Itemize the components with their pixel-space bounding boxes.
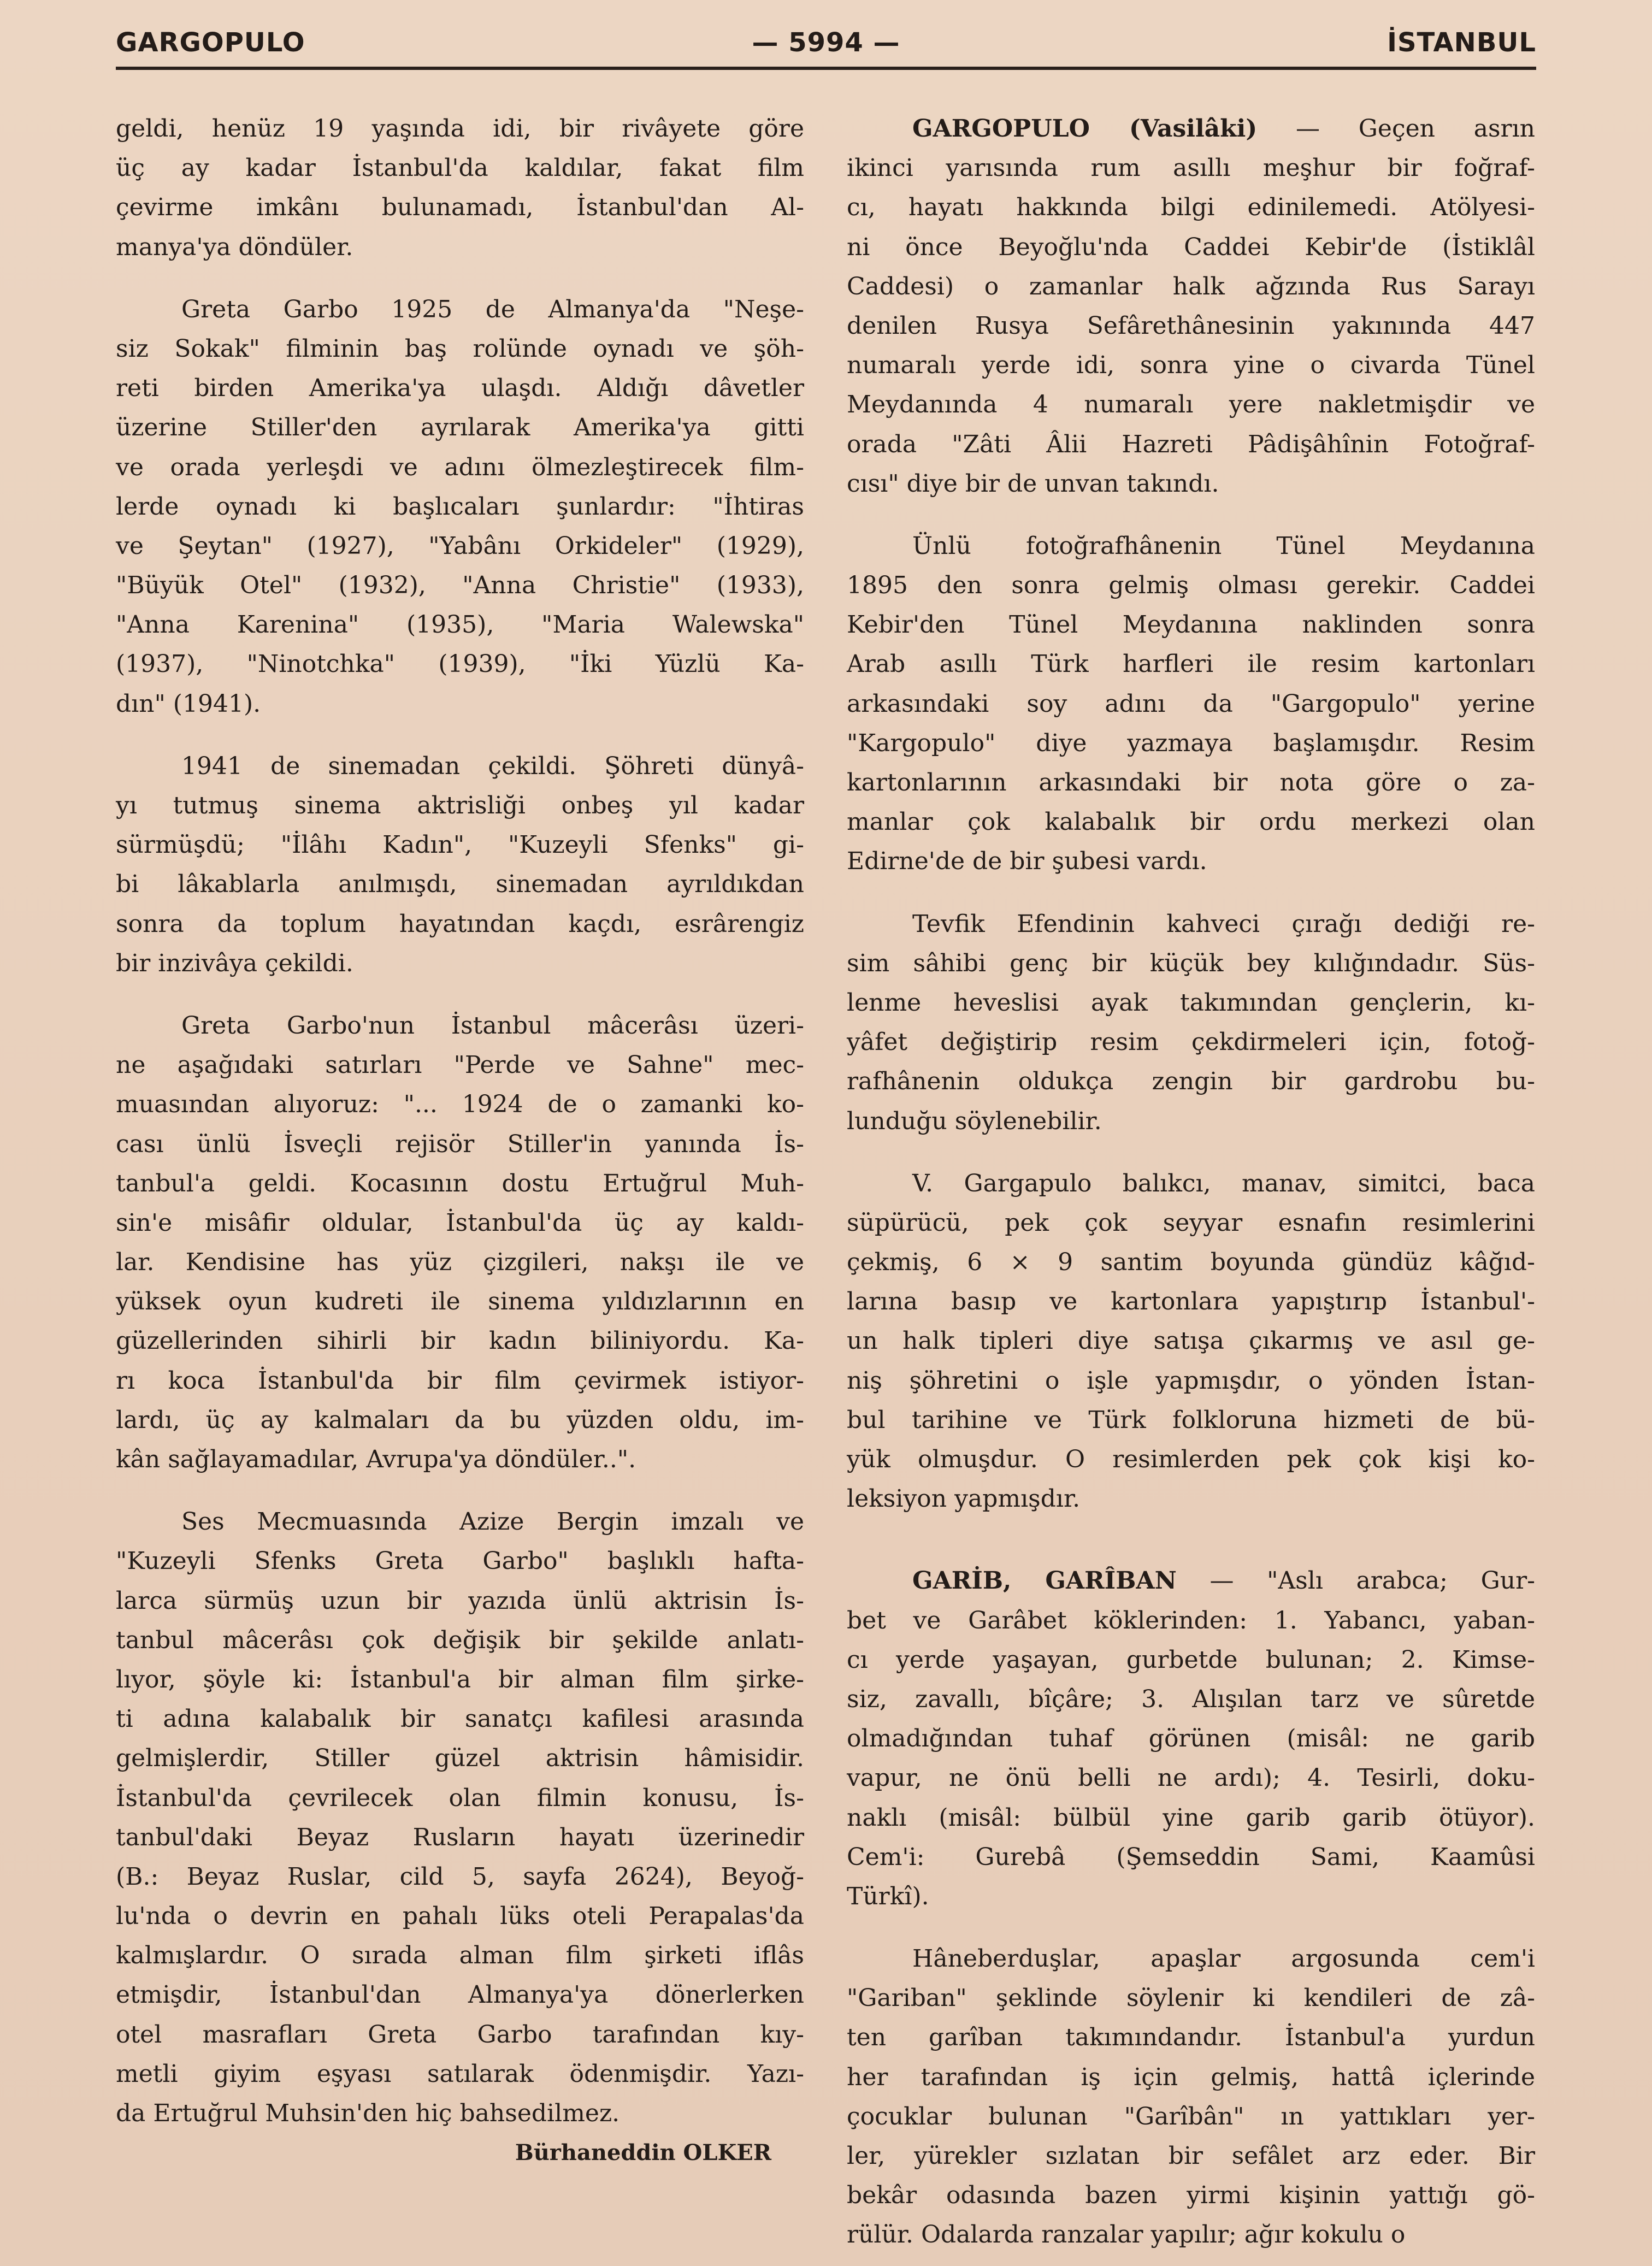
text-line: Edirne'de de bir şubesi vardı. (847, 847, 1207, 876)
text-line: ten garîban takımındandır. İstanbul'a yurdun (847, 2023, 1535, 2052)
text-line: Arab asıllı Türk harfleri ile resim kartonları (847, 650, 1535, 678)
text-line: V. Gargapulo balıkcı, manav, simitci, baca (912, 1169, 1535, 1197)
text-line: numaralı yerde idi, sonra yine o civarda Tünel (847, 351, 1535, 380)
text-line: sonra da toplum hayatından kaçdı, esrârengiz (116, 910, 804, 938)
text-line: dın" (1941). (116, 689, 261, 718)
paragraph (847, 149, 1535, 504)
author-signature: Bürhaneddin OLKER (515, 2140, 771, 2166)
text-line: da Ertuğrul Muhsin'den hiç bahsedilmez. (116, 2099, 620, 2127)
text-line: lenme heveslisi ayak takımından gençlerin, kı- (847, 988, 1535, 1017)
text-line: Greta Garbo 1925 de Almanya'da "Neşe- (181, 295, 804, 323)
paragraph (116, 109, 804, 267)
text-line: "Gariban" şeklinde söylenir ki kendileri de zâ- (847, 1984, 1535, 2013)
text-line: Hâneberduşlar, apaşlar argosunda cem'i (912, 1945, 1535, 1973)
text-line: "Anna Karenina" (1935), "Maria Walewska" (116, 611, 804, 639)
text-line: un halk tipleri diye satışa çıkarmış ve asıl ge- (847, 1327, 1535, 1355)
text-line: Tevfik Efendinin kahveci çırağı dediği re- (912, 910, 1535, 938)
text-line: sin'e misâfir oldular, İstanbul'da üç ay kaldı- (116, 1208, 804, 1237)
text-line: manlar çok kalabalık bir ordu merkezi olan (847, 808, 1535, 836)
text-line: kân sağlayamadılar, Avrupa'ya döndüler..". (116, 1445, 636, 1473)
text-line: vapur, ne önü belli ne ardı); 4. Tesirli, doku- (847, 1764, 1535, 1792)
text-line: reti birden Amerika'ya ulaşdı. Aldığı dâvetler (116, 374, 804, 403)
text-line: (1937), "Ninotchka" (1939), "İki Yüzlü Ka- (116, 650, 804, 678)
text-line: çekmiş, 6 × 9 santim boyunda gündüz kâğıd- (847, 1248, 1535, 1277)
text-line: ti adına kalabalık bir sanatçı kafilesi arasında (116, 1705, 804, 1733)
text-line: ve Şeytan" (1927), "Yabânı Orkideler" (1929), (116, 532, 804, 560)
text-line: yı tutmuş sinema aktrisliği onbeş yıl kadar (116, 792, 804, 819)
text-line: Meydanında 4 numaralı yere nakletmişdir ve (847, 391, 1535, 419)
text-line: Ünlü fotoğrafhânenin Tünel Meydanına (912, 532, 1535, 560)
text-line: tanbul'daki Beyaz Rusların hayatı üzerinedir (116, 1823, 804, 1851)
text-line: "Kargopulo" diye yazmaya başlamışdır. Resim (847, 729, 1535, 757)
text-line: Kebir'den Tünel Meydanına naklinden sonra (847, 611, 1535, 639)
text-line: çevirme imkânı bulunamadı, İstanbul'dan Al- (116, 193, 804, 222)
text-line: rı koca İstanbul'da bir film çevirmek istiyor- (116, 1366, 804, 1395)
text-line: cısı" diye bir de unvan takındı. (847, 469, 1219, 498)
text-line: üç ay kadar İstanbul'da kaldılar, fakat film (116, 154, 804, 182)
text-line: denilen Rusya Sefârethânesinin yakınında 447 (847, 311, 1535, 340)
text-line: bet ve Garâbet köklerinden: 1. Yabancı, yaban- (847, 1606, 1535, 1634)
text-line: ve orada yerleşdi ve adını ölmezleştirecek film- (116, 453, 804, 481)
paragraph (116, 1006, 804, 1479)
text-line: siz Sokak" filminin baş rolünde oynadı ve şöh- (116, 334, 804, 363)
text-line: sürmüşdü; "İlâhı Kadın", "Kuzeyli Sfenks" gi- (116, 831, 804, 859)
text-line: İstanbul'da çevrilecek olan filmin konusu, İs- (116, 1784, 804, 1812)
text-line: üzerine Stiller'den ayrılarak Amerika'ya gitti (116, 414, 804, 442)
text-line: Türkî). (847, 1882, 929, 1910)
text-line: ne aşağıdaki satırları "Perde ve Sahne" mec- (116, 1051, 804, 1079)
text-line: yük olmuşdur. O resimlerden pek çok kişi ko- (847, 1445, 1535, 1473)
text-line: 1941 de sinemadan çekildi. Şöhreti dünyâ- (181, 752, 804, 780)
left-column (116, 109, 804, 2173)
running-head-right: İSTANBUL (1387, 27, 1536, 58)
paragraph (847, 1601, 1535, 1917)
entry-heading: GARGOPULO (Vasilâki) (912, 115, 1258, 143)
entry-lead-text: — Geçen asrın (1257, 115, 1535, 143)
running-head-left: GARGOPULO (116, 27, 305, 58)
text-line: bir inzivâya çekildi. (116, 949, 353, 977)
paragraph-gap (116, 1479, 804, 1502)
text-line: yâfet değiştirip resim çekdirmeleri için, fotoğ- (847, 1028, 1535, 1057)
text-line: gelmişlerdir, Stiller güzel aktrisin hâmisidir. (116, 1744, 804, 1773)
text-line: arkasındaki soy adını da "Gargopulo" yerine (847, 689, 1535, 718)
header-rule (116, 67, 1536, 70)
text-line: (B.: Beyaz Ruslar, cild 5, sayfa 2624), Beyoğ- (116, 1862, 804, 1891)
paragraph (116, 290, 804, 724)
text-line: lunduğu söylenebilir. (847, 1107, 1102, 1135)
text-line: lıyor, şöyle ki: İstanbul'a bir alman film şirke- (116, 1665, 804, 1693)
text-line: lu'nda o devrin en pahalı lüks oteli Perapalas'da (116, 1902, 804, 1931)
paragraph (847, 527, 1535, 882)
text-line: lardı, üç ay kalmaları da bu yüzden oldu, im- (116, 1406, 804, 1434)
text-line: otel masrafları Greta Garbo tarafından kıy- (116, 2020, 804, 2049)
text-line: ler, yürekler sızlatan bir sefâlet arz eder. Bir (847, 2142, 1535, 2170)
text-line: kartonlarının arkasındaki bir nota göre o za- (847, 769, 1535, 796)
text-line: muasından alıyoruz: "... 1924 de o zamanki ko- (116, 1090, 804, 1119)
entry-heading: GARİB, GARÎBAN (912, 1567, 1177, 1595)
paragraph-gap (116, 724, 804, 747)
paragraph-gap (847, 1916, 1535, 1939)
entry-first-line (847, 109, 1535, 149)
paragraph (847, 1164, 1535, 1519)
text-line: Cem'i: Gurebâ (Şemseddin Sami, Kaamûsi (847, 1843, 1535, 1871)
text-line: Caddesi) o zamanlar halk ağzında Rus Sarayı (847, 272, 1535, 300)
text-line: etmişdir, İstanbul'dan Almanya'ya dönerlerken (116, 1981, 804, 2009)
paragraph-gap (847, 1141, 1535, 1164)
page-number: — 5994 — (752, 27, 900, 58)
entry-lead-text: — "Aslı arabca; Gur- (1176, 1567, 1535, 1595)
text-line: leksiyon yapmışdır. (847, 1485, 1081, 1513)
entry-first-line (847, 1561, 1535, 1601)
text-line: güzellerinden sihirli bir kadın biliniyordu. Ka- (116, 1327, 804, 1355)
paragraph (847, 905, 1535, 1141)
text-line: manya'ya döndüler. (116, 233, 353, 261)
text-line: bi lâkablarla anılmışdı, sinemadan ayrıldıkdan (116, 870, 804, 899)
text-line: naklı (misâl: bülbül yine garib garib ötüyor). (847, 1803, 1535, 1832)
text-line: tanbul'a geldi. Kocasının dostu Ertuğrul Muh- (116, 1169, 804, 1197)
text-line: Ses Mecmuasında Azize Bergin imzalı ve (181, 1508, 804, 1536)
text-line: cı, hayatı hakkında bilgi edinilemedi. Atölyesi- (847, 193, 1535, 222)
text-line: lerde oynadı ki başlıcaları şunlardır: "İhtiras (116, 492, 804, 521)
text-line: metli giyim eşyası satılarak ödenmişdir. Yazı- (116, 2060, 804, 2088)
text-line: ikinci yarısında rum asıllı meşhur bir foğraf- (847, 154, 1535, 182)
text-line: cı yerde yaşayan, gurbetde bulunan; 2. Kimse- (847, 1645, 1535, 1674)
paragraph (847, 1939, 1535, 2255)
text-line: Greta Garbo'nun İstanbul mâcerâsı üzeri- (181, 1011, 804, 1040)
text-line: niş şöhretini o işle yapmışdır, o yönden İstan- (847, 1366, 1535, 1395)
text-line: süpürücü, pek çok seyyar esnafın resimlerini (847, 1208, 1535, 1237)
paragraph-gap (116, 267, 804, 290)
text-line: kalmışlardır. O sırada alman film şirketi iflâs (116, 1942, 804, 1970)
text-line: lar. Kendisine has yüz çizgileri, nakşı ile ve (116, 1248, 804, 1277)
text-line: yüksek oyun kudreti ile sinema yıldızlarının en (116, 1288, 804, 1316)
text-line: tanbul mâcerâsı çok değişik bir şekilde anlatı- (116, 1626, 804, 1654)
text-line: çocuklar bulunan "Garîbân" ın yattıkları yer- (847, 2102, 1535, 2131)
page-header (116, 27, 1536, 66)
paragraph-gap (847, 504, 1535, 527)
text-line: cası ünlü İsveçli rejisör Stiller'in yanında İs- (116, 1130, 804, 1158)
text-line: larca sürmüş uzun bir yazıda ünlü aktrisin İs- (116, 1586, 804, 1615)
text-line: siz, zavallı, bîçâre; 3. Alışılan tarz ve sûretde (847, 1685, 1535, 1713)
right-column (847, 109, 1535, 2255)
paragraph-gap (847, 882, 1535, 905)
text-line: sim sâhibi genç bir küçük bey kılığındadır. Süs- (847, 949, 1535, 977)
text-line: larına basıp ve kartonlara yapıştırıp İstanbul'- (847, 1288, 1535, 1316)
paragraph-gap (847, 1519, 1535, 1561)
text-line: "Kuzeyli Sfenks Greta Garbo" başlıklı hafta- (116, 1547, 804, 1575)
text-line: "Büyük Otel" (1932), "Anna Christie" (1933), (116, 571, 804, 600)
text-line: olmadığından tuhaf görünen (misâl: ne garib (847, 1725, 1535, 1753)
paragraph (116, 747, 804, 983)
paragraph (116, 1502, 804, 2133)
text-line: ni önce Beyoğlu'nda Caddei Kebir'de (İstiklâl (847, 233, 1535, 261)
paragraph-gap (116, 983, 804, 1006)
text-line: 1895 den sonra gelmiş olması gerekir. Caddei (847, 571, 1535, 600)
text-line: orada "Zâti Âlii Hazreti Pâdişâhînin Fotoğraf- (847, 430, 1535, 458)
text-line: her tarafından iş için gelmiş, hattâ içlerinde (847, 2063, 1535, 2091)
text-line: bekâr odasında bazen yirmi kişinin yattığı gö- (847, 2181, 1535, 2210)
text-line: bul tarihine ve Türk folkloruna hizmeti de bü- (847, 1406, 1535, 1434)
text-line: rülür. Odalarda ranzalar yapılır; ağır kokulu o (847, 2221, 1406, 2249)
text-line: rafhânenin oldukça zengin bir gardrobu bu- (847, 1067, 1535, 1096)
text-line: geldi, henüz 19 yaşında idi, bir rivâyete göre (116, 115, 804, 143)
